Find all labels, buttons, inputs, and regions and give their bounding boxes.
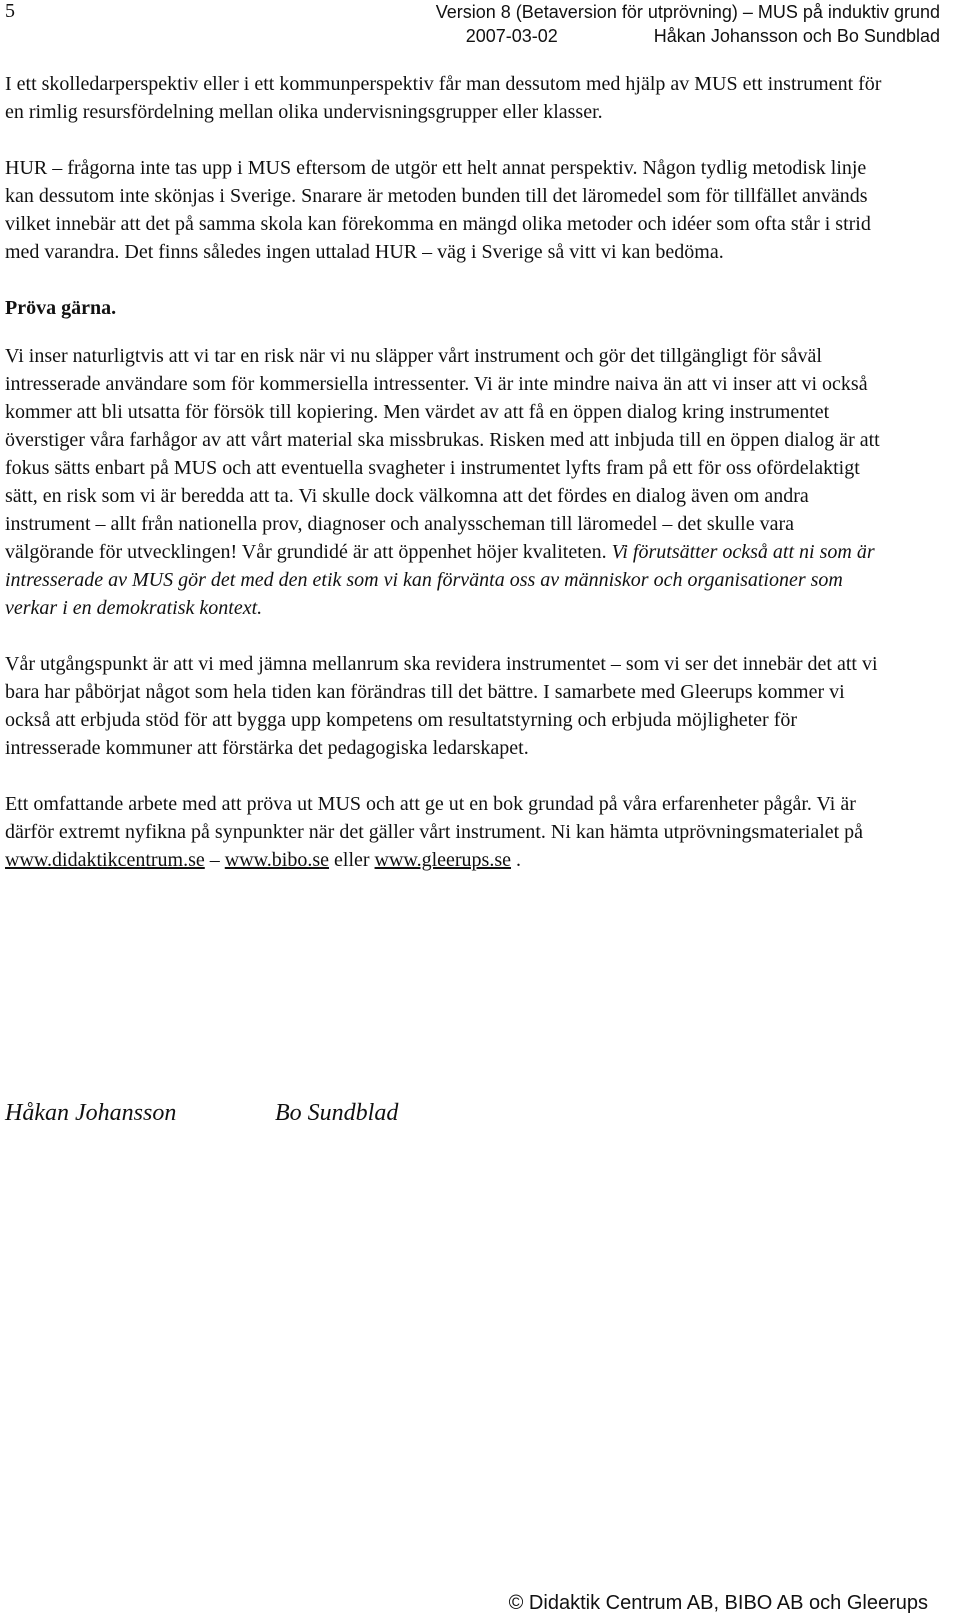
paragraph-2: HUR – frågorna inte tas upp i MUS eftersom de utgör ett helt annat perspektiv. Någon tydlig metodisk linje kan dessutom inte skönjas i Sverige. Snarare är metoden bunden till det läromedel som för tillfället används vilket innebär att det på samma skola kan förekomma en mängd olika metoder och idéer som ofta står i strid med varandra. Det finns således ingen uttalad HUR – väg i Sverige så vitt vi kan bedöma. bbox=[5, 157, 871, 263]
signature-author-2: Bo Sundblad bbox=[275, 1100, 399, 1126]
header-version: Version 8 (Betaversion för utprövning) – MUS på induktiv grund bbox=[435, 2, 940, 22]
header-date: 2007-03-02 bbox=[465, 26, 558, 46]
link-gleerups[interactable]: www.gleerups.se bbox=[374, 849, 511, 871]
header-authors: Håkan Johansson och Bo Sundblad bbox=[653, 26, 940, 46]
signatures bbox=[5, 1100, 399, 1127]
paragraph-1: I ett skolledarperspektiv eller i ett kommunperspektiv får man dessutom med hjälp av MUS ett instrument för en rimlig resursfördelning mellan olika undervisningsgrupper eller klasser. bbox=[5, 73, 882, 123]
page-number: 5 bbox=[5, 0, 15, 22]
link-separator-1: – bbox=[204, 849, 225, 871]
section-heading: Pröva gärna. bbox=[5, 297, 117, 319]
header-line2 bbox=[436, 24, 940, 48]
link-didaktikcentrum[interactable]: www.didaktikcentrum.se bbox=[5, 849, 205, 871]
paragraph-3-text: Vi inser naturligtvis att vi tar en risk när vi nu släpper vårt instrument och gör det tillgängligt för såväl intresserade användare som för kommersiella intressenter. Vi är inte mindre naiva än att vi inser att vi också kommer att bli utsatta för försök till kopiering. Men värdet av att få en öppen dialog kring instrumentet överstiger våra farhågor av att vårt material ska missbrukas. Risken med att inbjuda till en öppen dialog är att fokus sätts enbart på MUS och att eventuella svagheter i instrumentet lyfts fram på ett för oss ofördelaktigt sätt, en risk som vi är beredda att ta. Vi skulle dock välkomna att det fördes en dialog även om andra instrument – allt från nationella prov, diagnoser och analysscheman till läromedel – det skulle vara välgörande för utvecklingen! Vår grundidé är att öppenhet höjer kvaliteten. bbox=[5, 345, 880, 563]
paragraph-5-end: . bbox=[511, 849, 521, 871]
paragraph-5-text: Ett omfattande arbete med att pröva ut MUS och att ge ut en bok grundad på våra erfarenheter pågår. Vi är därför extremt nyfikna på synpunkter när det gäller vårt instrument. Ni kan hämta utprövningsmaterialet på bbox=[5, 793, 864, 843]
signature-author-1: Håkan Johansson bbox=[5, 1100, 177, 1126]
document-body bbox=[5, 70, 885, 902]
paragraph-5 bbox=[5, 790, 885, 874]
paragraph-3-italic: Vi förutsätter också att ni som är intresserade av MUS gör det med den etik som vi kan förvänta oss av människor och organisationer som verkar i en demokratisk kontext. bbox=[5, 541, 875, 619]
link-separator-2: eller bbox=[329, 849, 375, 871]
link-bibo[interactable]: www.bibo.se bbox=[224, 849, 330, 871]
page-header bbox=[436, 0, 940, 48]
paragraph-4: Vår utgångspunkt är att vi med jämna mellanrum ska revidera instrumentet – som vi ser det innebär det att vi bara har påbörjat något som hela tiden kan förändras till det bättre. I samarbete med Gleerups kommer vi också att erbjuda stöd för att bygga upp kompetens om resultatstyrning och erbjuda möjligheter för intresserade kommuner att förstärka det pedagogiska ledarskapet. bbox=[5, 653, 878, 759]
paragraph-3 bbox=[5, 342, 885, 622]
copyright-footer: © Didaktik Centrum AB, BIBO AB och Gleerups bbox=[508, 1592, 928, 1614]
